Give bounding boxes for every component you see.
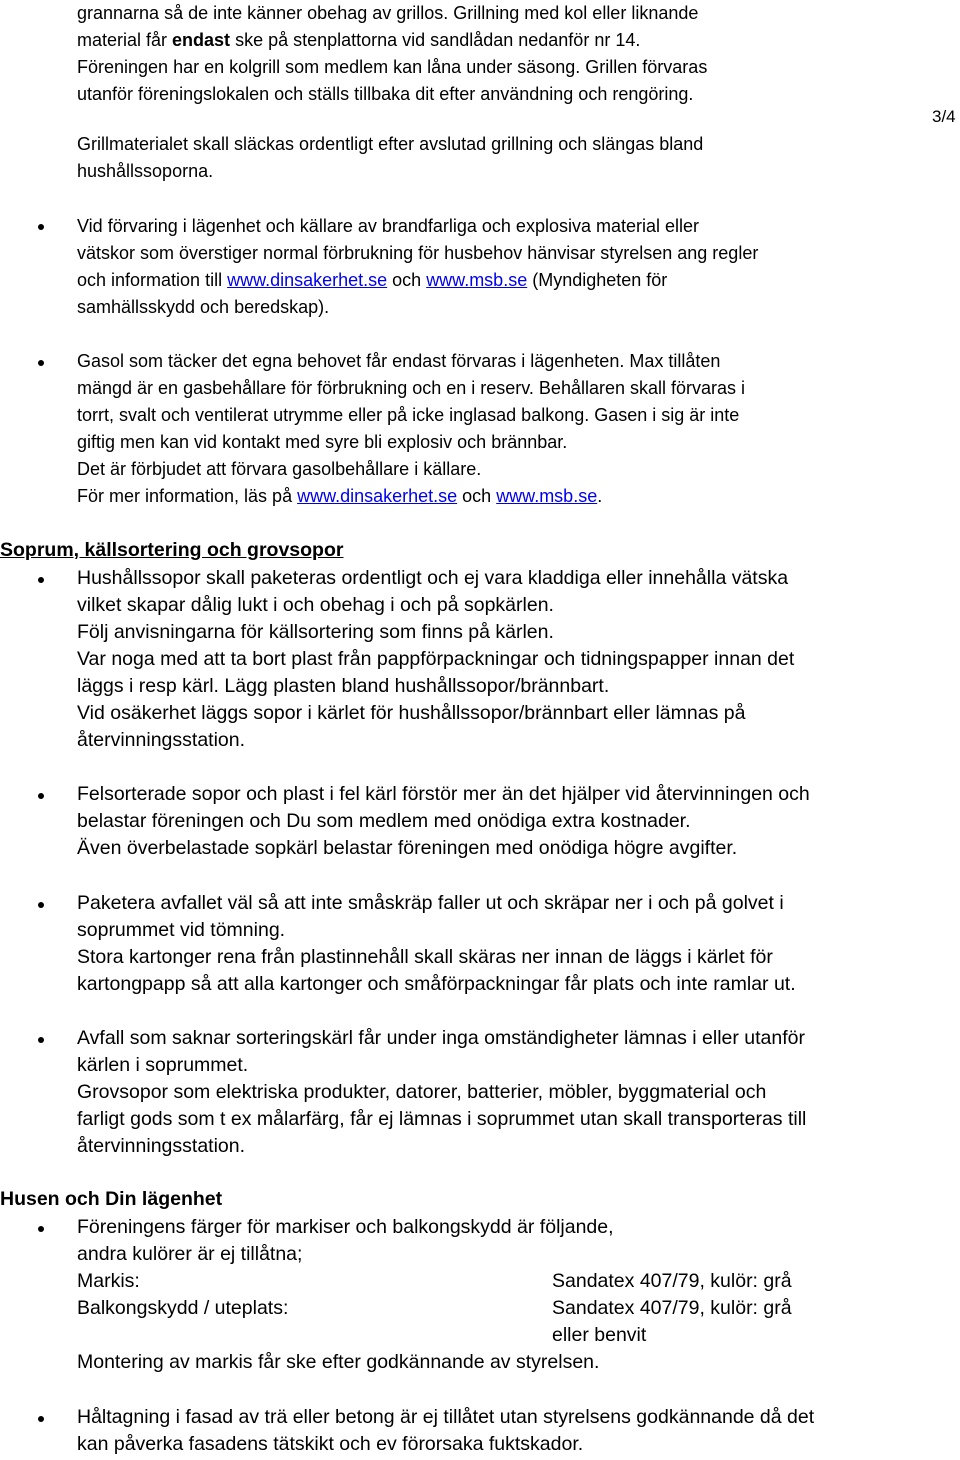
gasol-line-6 — [77, 483, 602, 510]
bullet-dot — [38, 360, 44, 366]
husen-b1-line-2: andra kulörer är ej tillåtna; — [77, 1243, 303, 1265]
soprum-b4-line: återvinningsstation. — [77, 1135, 246, 1157]
msb-link[interactable]: www.msb.se — [426, 270, 528, 290]
gasol-line-6-b: och — [457, 486, 497, 506]
section-heading-soprum: Soprum, källsortering och grovsopor — [0, 539, 344, 561]
grill-line-3: Föreningen har en kolgrill som medlem kan låna under säsong. Grillen förvaras — [77, 57, 708, 77]
gasol-line-3: torrt, svalt och ventilerat utrymme eller på icke inglasad balkong. Gasen i sig är inte — [77, 405, 740, 425]
storage-line-2: vätskor som överstiger normal förbrukning för husbehov hänvisar styrelsen ang regler — [77, 243, 759, 263]
husen-b1-line-1: Föreningens färger för markiser och balkongskydd är följande, — [77, 1216, 614, 1238]
soprum-b1-line: Var noga med att ta bort plast från pappförpackningar och tidningspapper innan det — [77, 648, 795, 670]
storage-line-3-a: och information till — [77, 270, 228, 290]
grill-line-4: utanför föreningslokalen och ställs tillbaka dit efter användning och rengöring. — [77, 84, 694, 104]
storage-line-3 — [77, 267, 667, 294]
gasol-line-5: Det är förbjudet att förvara gasolbehållare i källare. — [77, 459, 482, 479]
storage-line-3-c: (Myndigheten för — [527, 270, 668, 290]
bullet-dot — [38, 902, 44, 908]
soprum-b4-line: Grovsopor som elektriska produkter, datorer, batterier, möbler, byggmaterial och — [77, 1081, 767, 1103]
storage-line-4: samhällsskydd och beredskap). — [77, 297, 330, 317]
soprum-b1-line: återvinningsstation. — [77, 729, 246, 751]
markis-label: Markis: — [77, 1270, 140, 1292]
soprum-b4-line: kärlen i soprummet. — [77, 1054, 249, 1076]
soprum-b4-line: Avfall som saknar sorteringskärl får under inga omständigheter lämnas i eller utanför — [77, 1027, 805, 1049]
soprum-b2-line: Felsorterade sopor och plast i fel kärl förstör mer än det hjälper vid återvinningen och — [77, 783, 810, 805]
soprum-b3-line: Paketera avfallet väl så att inte småskräp faller ut och skräpar ner i och på golvet i — [77, 892, 784, 914]
bullet-dot — [38, 1037, 44, 1043]
grill-line-2-a: material får — [77, 30, 173, 50]
balkong-value: Sandatex 407/79, kulör: grå — [552, 1297, 792, 1319]
soprum-b2-line: belastar föreningen och Du som medlem med onödiga extra kostnader. — [77, 810, 691, 832]
soprum-b3-line: Stora kartonger rena från plastinnehåll skall skäras ner innan de läggs i kärlet för — [77, 946, 773, 968]
balkong-value-2: eller benvit — [552, 1324, 647, 1346]
bullet-dot — [38, 224, 44, 230]
husen-b2-line-1: Håltagning i fasad av trä eller betong är ej tillåtet utan styrelsens godkännande då det — [77, 1406, 815, 1428]
msb-link[interactable]: www.msb.se — [496, 486, 598, 506]
dinsakerhet-link[interactable]: www.dinsakerhet.se — [227, 270, 388, 290]
soprum-b1-line: läggs i resp kärl. Lägg plasten bland hushållssopor/brännbart. — [77, 675, 610, 697]
soprum-b1-line: Följ anvisningarna för källsortering som finns på kärlen. — [77, 621, 554, 643]
husen-b2-line-2: kan påverka fasadens tätskikt och ev förorsaka fuktskador. — [77, 1433, 584, 1455]
storage-line-3-b: och — [387, 270, 427, 290]
gasol-line-4: giftig men kan vid kontakt med syre bli explosiv och brännbar. — [77, 432, 568, 452]
soprum-b1-line: Hushållssopor skall paketeras ordentligt och ej vara kladdiga eller innehålla vätska — [77, 567, 789, 589]
bullet-dot — [38, 1226, 44, 1232]
grill-line-2 — [77, 27, 640, 54]
grill-line-2-bold: endast — [172, 30, 231, 50]
markis-value: Sandatex 407/79, kulör: grå — [552, 1270, 792, 1292]
soprum-b3-line: soprummet vid tömning. — [77, 919, 286, 941]
gasol-line-6-a: För mer information, läs på — [77, 486, 298, 506]
gasol-line-6-c: . — [597, 486, 603, 506]
bullet-dot — [38, 577, 44, 583]
grill-line-5: Grillmaterialet skall släckas ordentligt efter avslutad grillning och slängas bland — [77, 134, 704, 154]
bullet-dot — [38, 793, 44, 799]
grill-line-6: hushållssoporna. — [77, 161, 214, 181]
soprum-b1-line: vilket skapar dålig lukt i och obehag i och på sopkärlen. — [77, 594, 554, 616]
soprum-b4-line: farligt gods som t ex målarfärg, får ej lämnas i soprummet utan skall transporteras till — [77, 1108, 807, 1130]
bullet-dot — [38, 1416, 44, 1422]
soprum-b3-line: kartongpapp så att alla kartonger och småförpackningar får plats och inte ramlar ut. — [77, 973, 796, 995]
balkong-label: Balkongskydd / uteplats: — [77, 1297, 289, 1319]
montering-text: Montering av markis får ske efter godkännande av styrelsen. — [77, 1351, 600, 1373]
dinsakerhet-link[interactable]: www.dinsakerhet.se — [297, 486, 458, 506]
gasol-line-2: mängd är en gasbehållare för förbrukning och en i reserv. Behållaren skall förvaras i — [77, 378, 746, 398]
storage-line-1: Vid förvaring i lägenhet och källare av brandfarliga och explosiva material eller — [77, 216, 700, 236]
soprum-b1-line: Vid osäkerhet läggs sopor i kärlet för hushållssopor/brännbart eller lämnas på — [77, 702, 746, 724]
grill-line-1: grannarna så de inte känner obehag av grillos. Grillning med kol eller liknande — [77, 3, 699, 23]
section-heading-husen: Husen och Din lägenhet — [0, 1188, 223, 1210]
page-number: 3/4 — [932, 107, 956, 126]
grill-line-2-c: ske på stenplattorna vid sandlådan nedanför nr 14. — [230, 30, 641, 50]
gasol-line-1: Gasol som täcker det egna behovet får endast förvaras i lägenheten. Max tillåten — [77, 351, 721, 371]
soprum-b2-line: Även överbelastade sopkärl belastar föreningen med onödiga högre avgifter. — [77, 837, 738, 859]
